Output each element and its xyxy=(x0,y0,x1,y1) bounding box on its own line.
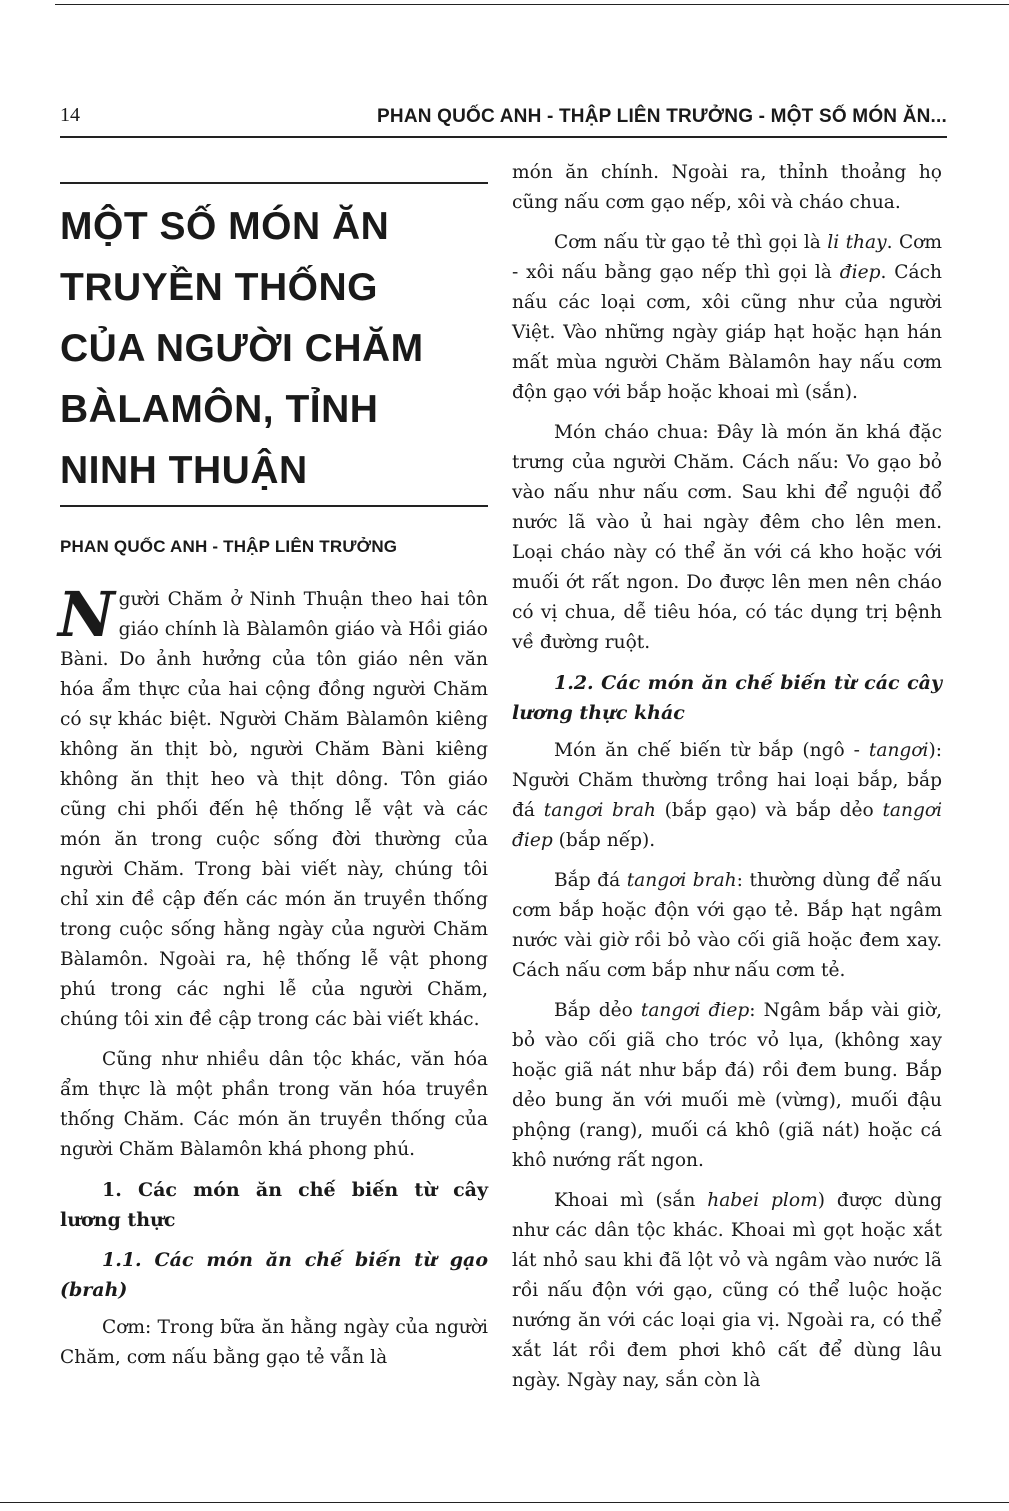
paragraph xyxy=(512,866,942,986)
paragraph: Cơm: Trong bữa ăn hằng ngày của người Chăm, cơm nấu bằng gạo tẻ vẫn là xyxy=(60,1317,488,1368)
page-header xyxy=(60,104,947,134)
text: Bắp đá xyxy=(554,870,627,891)
text: Cơm nấu từ gạo tẻ thì gọi là xyxy=(554,232,828,253)
section-heading-1-1: 1.1. Các món ăn chế biến từ gạo (brah) xyxy=(60,1249,488,1301)
term: li thay xyxy=(827,232,887,253)
article-authors: PHAN QUỐC ANH - THẬP LIÊN TRƯỞNG xyxy=(60,537,398,556)
text: . Cơm - xôi nấu bằng gạo nếp thì gọi là xyxy=(512,232,942,283)
section-heading-1: 1. Các món ăn chế biến từ cây lương thực xyxy=(60,1179,488,1231)
term: điep xyxy=(839,262,881,283)
paragraph xyxy=(512,736,942,856)
drop-cap: N xyxy=(58,578,115,651)
term: tangơi xyxy=(868,740,929,761)
text: Món ăn chế biến từ bắp (ngô - xyxy=(554,740,869,761)
title-line: BÀLAMÔN, TỈNH xyxy=(60,388,379,431)
text: . Cách nấu các loại cơm, xôi cũng như của người Việt. Vào những ngày giáp hạt hoặc hạn hán mất mùa người Chăm Bàlamôn hay nấu cơm độn gạo với bắp hoặc khoai mì (sắn). xyxy=(512,262,942,403)
paragraph xyxy=(512,1186,942,1396)
paragraph xyxy=(512,996,942,1176)
text: Khoai mì (sắn xyxy=(554,1190,708,1211)
term: habei plom xyxy=(707,1190,818,1211)
text: (bắp gạo) và bắp dẻo xyxy=(655,800,883,821)
title-line: NINH THUẬN xyxy=(60,449,308,492)
title-line: MỘT SỐ MÓN ĂN xyxy=(60,205,390,248)
header-rule xyxy=(60,136,947,138)
running-head: PHAN QUỐC ANH - THẬP LIÊN TRƯỞNG - MỘT SỐ MÓN ĂN... xyxy=(377,106,947,127)
intro-text: gười Chăm ở Ninh Thuận theo hai tôn giáo chính là Bàlamôn giáo và Hồi giáo Bàni. Do ảnh hưởng của tôn giáo nên văn hóa ẩm thực của hai cộng đồng người Chăm có sự khác biệt. Người Chăm Bàlamôn kiêng không ăn thịt bò, người Chăm Bàni kiêng không ăn thịt heo và thịt dông. Tôn giáo cũng chi phối đến hệ thống lễ vật và các món ăn trong cuộc sống đời thường của người Chăm. Trong bài viết này, chúng tôi chỉ xin đề cập đến các món ăn truyền thống trong cuộc sống hằng ngày của người Chăm Bàlamôn. Ngoài ra, hệ thống lễ vật phong phú trong các nghi lễ của người Chăm, chúng tôi xin đề cập trong các bài viết khác. xyxy=(60,589,488,1030)
paragraph xyxy=(512,228,942,408)
paragraph-continued: món ăn chính. Ngoài ra, thỉnh thoảng họ cũng nấu cơm gạo nếp, xôi và cháo chua. xyxy=(512,162,942,213)
term: tangơi điep xyxy=(512,800,943,851)
page-number: 14 xyxy=(60,104,80,126)
text: : thường dùng để nấu cơm bắp hoặc độn với gạo tẻ. Bắp hạt ngâm nước vài giờ rồi bỏ vào cối giã hoặc đem xay. Cách nấu cơm bắp như nấu cơm tẻ. xyxy=(512,870,942,981)
term: tangơi điep xyxy=(640,1000,750,1021)
term: tangơi brah xyxy=(543,800,656,821)
term: tangơi brah xyxy=(626,870,737,891)
paragraph: Cũng như nhiều dân tộc khác, văn hóa ẩm thực là một phần trong văn hóa truyền thống Chăm. Các món ăn truyền thống của người Chăm Bàlamôn khá phong phú. xyxy=(60,1049,488,1160)
right-column xyxy=(512,158,942,1396)
title-line: TRUYỀN THỐNG xyxy=(60,266,378,309)
text: ): Người Chăm thường trồng hai loại bắp, bắp đá xyxy=(512,740,942,821)
left-column xyxy=(60,140,488,1373)
top-edge-rule xyxy=(55,4,1009,5)
article-title xyxy=(60,196,488,501)
section-heading-1-2: 1.2. Các món ăn chế biến từ các cây lương thực khác xyxy=(512,672,942,724)
text: Bắp dẻo xyxy=(554,1000,641,1021)
text: : Ngâm bắp vài giờ, bỏ vào cối giã cho tróc vỏ lụa, (không xay hoặc giã nát như bắp đá) rồi đem bung. Bắp dẻo bung ăn với muối mè (vừng), muối đậu phộng (rang), muối cá khô (giã nát) hoặc cá khô nướng rất ngon. xyxy=(512,1000,942,1171)
paragraph: Món cháo chua: Đây là món ăn khá đặc trưng của người Chăm. Cách nấu: Vo gạo bỏ vào nấu như nấu cơm. Sau khi để nguội đổ nước lã vào ủ hai ngày đêm cho lên men. Loại cháo này có thể ăn với cá kho hoặc với muối ớt rất ngon. Do được lên men nên cháo có vị chua, dễ tiêu hóa, có tác dụng trị bệnh về đường ruột. xyxy=(512,422,942,653)
text: ) được dùng như các dân tộc khác. Khoai mì gọt hoặc xắt lát nhỏ sau khi đã lột vỏ và ngâm vào nước lã rồi nấu độn với gạo, cũng có thể luộc hoặc nướng ăn với các loại gia vị. Ngoài ra, có thể xắt lát rồi đem phơi khô cất để dùng lâu ngày. Ngày nay, sắn còn là xyxy=(512,1190,942,1391)
text: (bắp nếp). xyxy=(552,830,656,851)
title-rule-top xyxy=(60,182,488,184)
title-rule-bottom xyxy=(60,505,488,507)
bottom-edge-rule xyxy=(0,1502,1009,1503)
title-line: CỦA NGƯỜI CHĂM xyxy=(60,327,424,370)
intro-paragraph xyxy=(58,578,488,1035)
